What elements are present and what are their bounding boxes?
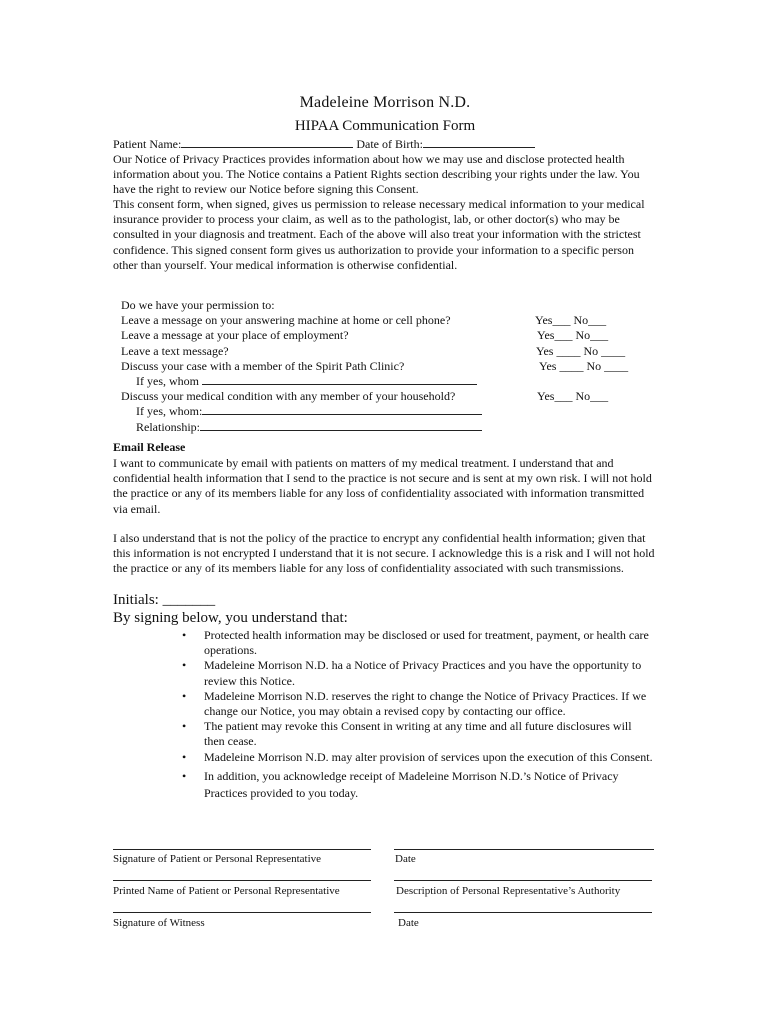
permission-row <box>121 313 631 328</box>
yes-no-field[interactable]: Yes___ No___ <box>535 313 607 328</box>
list-item <box>182 768 654 802</box>
yes-no-field[interactable]: Yes___ No___ <box>537 389 609 404</box>
form-title: HIPAA Communication Form <box>294 118 476 134</box>
list-item <box>182 658 654 688</box>
printed-name-line[interactable] <box>113 880 371 881</box>
bullet-icon: • <box>182 688 187 703</box>
list-item-text: Madeleine Morrison N.D. may alter provision of services upon the execution of this Consent. <box>204 749 653 764</box>
consent-paragraph: This consent form, when signed, gives us permission to release necessary medical information to your medical insurance provider to process your claim, as well as to the pathologist, lab, or other doctor(s) who may be consulted in your diagnosis and treatment. Each of the above will also treat your information with the strictest confidence. This signed consent form gives us authorization to provide your information to a specific person other than yourself. Your medical information is otherwise confidential. <box>113 197 645 272</box>
list-item <box>182 628 654 658</box>
permission-question: Leave a text message? <box>121 343 229 358</box>
list-item <box>182 688 654 719</box>
permissions-heading: Do we have your permission to: <box>121 298 275 312</box>
if-yes-whom-label: If yes, whom: <box>136 404 203 419</box>
list-item-text: The patient may revoke this Consent in writing at any time and all future disclosures will then cease. <box>204 719 632 749</box>
authority-line[interactable] <box>394 880 652 881</box>
privacy-notice-paragraph: Our Notice of Privacy Practices provides information about how we may use and disclose protected health information about you. The Notice contains a Patient Rights section describing your rights under the law. You have the right to review our Notice before signing this Consent. <box>113 152 640 197</box>
patient-info-line <box>113 137 658 152</box>
date-line[interactable] <box>394 849 654 850</box>
permissions-heading-row <box>121 298 631 313</box>
permission-row <box>121 344 631 359</box>
yes-no-field[interactable]: Yes___ No___ <box>537 328 609 343</box>
dob-label: Date of Birth: <box>356 137 423 151</box>
list-item-text: Madeleine Morrison N.D. reserves the right to change the Notice of Privacy Practices. If we change our Notice, you may obtain a revised copy by contacting our office. <box>204 688 647 719</box>
list-item-text: In addition, you acknowledge receipt of Madeleine Morrison N.D.’s Notice of Privacy Practices provided to you today. <box>204 768 619 800</box>
list-item <box>182 749 654 765</box>
authority-label: Description of Personal Representative’s Authority <box>396 885 621 897</box>
whom-field[interactable] <box>202 404 482 415</box>
encryption-paragraph: I also understand that is not the policy of the practice to encrypt any confidential health information; given that this information is not encrypted I understand that it is not secure. I acknowledge this is a risk and I will not hold the practice or any of its members liable for any loss of confidentiality associated with such transmissions. <box>113 531 655 576</box>
printed-name-label: Printed Name of Patient or Personal Representative <box>113 885 340 897</box>
list-item <box>182 719 654 749</box>
permission-row <box>121 328 631 343</box>
yes-no-field[interactable]: Yes ____ No ____ <box>539 358 629 373</box>
permission-question: Discuss your case with a member of the Spirit Path Clinic? <box>121 358 405 373</box>
permission-row <box>121 420 631 435</box>
if-yes-whom-label: If yes, whom <box>136 373 199 388</box>
permission-row <box>121 389 631 404</box>
list-item-text: Protected health information may be disclosed or used for treatment, payment, or health care operations. <box>204 628 649 658</box>
bullet-icon: • <box>182 719 187 734</box>
permission-question: Leave a message at your place of employment? <box>121 328 349 343</box>
email-release-paragraph: I want to communicate by email with patients on matters of my medical treatment. I understand that and confidential health information that I send to the practice is not secure and is sent at my own risk. I will not hold the practice or any of its members liable for any loss of confidentiality associated with information transmitted via email. <box>113 456 652 516</box>
witness-signature-label: Signature of Witness <box>113 917 205 929</box>
permission-question <box>136 420 482 435</box>
permission-row <box>121 359 631 374</box>
relationship-label: Relationship: <box>136 419 200 434</box>
bullet-icon: • <box>182 628 187 642</box>
patient-signature-line[interactable] <box>113 849 371 850</box>
acknowledgement-list <box>182 628 654 802</box>
list-item-text: Madeleine Morrison N.D. ha a Notice of Privacy Practices and you have the opportunity to review this Notice. <box>204 658 642 688</box>
signing-heading: By signing below, you understand that: <box>113 610 348 626</box>
practice-name: Madeleine Morrison N.D. <box>299 94 471 111</box>
permissions-block <box>121 298 631 435</box>
yes-no-field[interactable]: Yes ____ No ____ <box>536 343 626 358</box>
email-release-heading: Email Release <box>113 440 186 454</box>
date-label: Date <box>395 853 416 865</box>
witness-date-label: Date <box>398 917 419 929</box>
patient-name-field[interactable] <box>181 137 353 148</box>
bullet-icon: • <box>182 658 187 673</box>
dob-field[interactable] <box>423 137 535 148</box>
witness-date-line[interactable] <box>394 912 652 913</box>
permission-row <box>121 404 631 419</box>
bullet-icon: • <box>182 749 187 764</box>
permission-question: Discuss your medical condition with any member of your household? <box>121 389 456 404</box>
patient-name-label: Patient Name: <box>113 137 182 151</box>
permission-question <box>136 404 482 419</box>
witness-signature-line[interactable] <box>113 912 371 913</box>
permission-question <box>136 374 477 389</box>
whom-field[interactable] <box>202 374 477 385</box>
relationship-field[interactable] <box>200 420 482 431</box>
bullet-icon: • <box>182 768 187 783</box>
permission-row <box>121 374 631 389</box>
initials-field[interactable]: Initials: _______ <box>113 592 216 608</box>
patient-signature-label: Signature of Patient or Personal Representative <box>113 853 322 865</box>
permission-question: Leave a message on your answering machine at home or cell phone? <box>121 313 451 328</box>
